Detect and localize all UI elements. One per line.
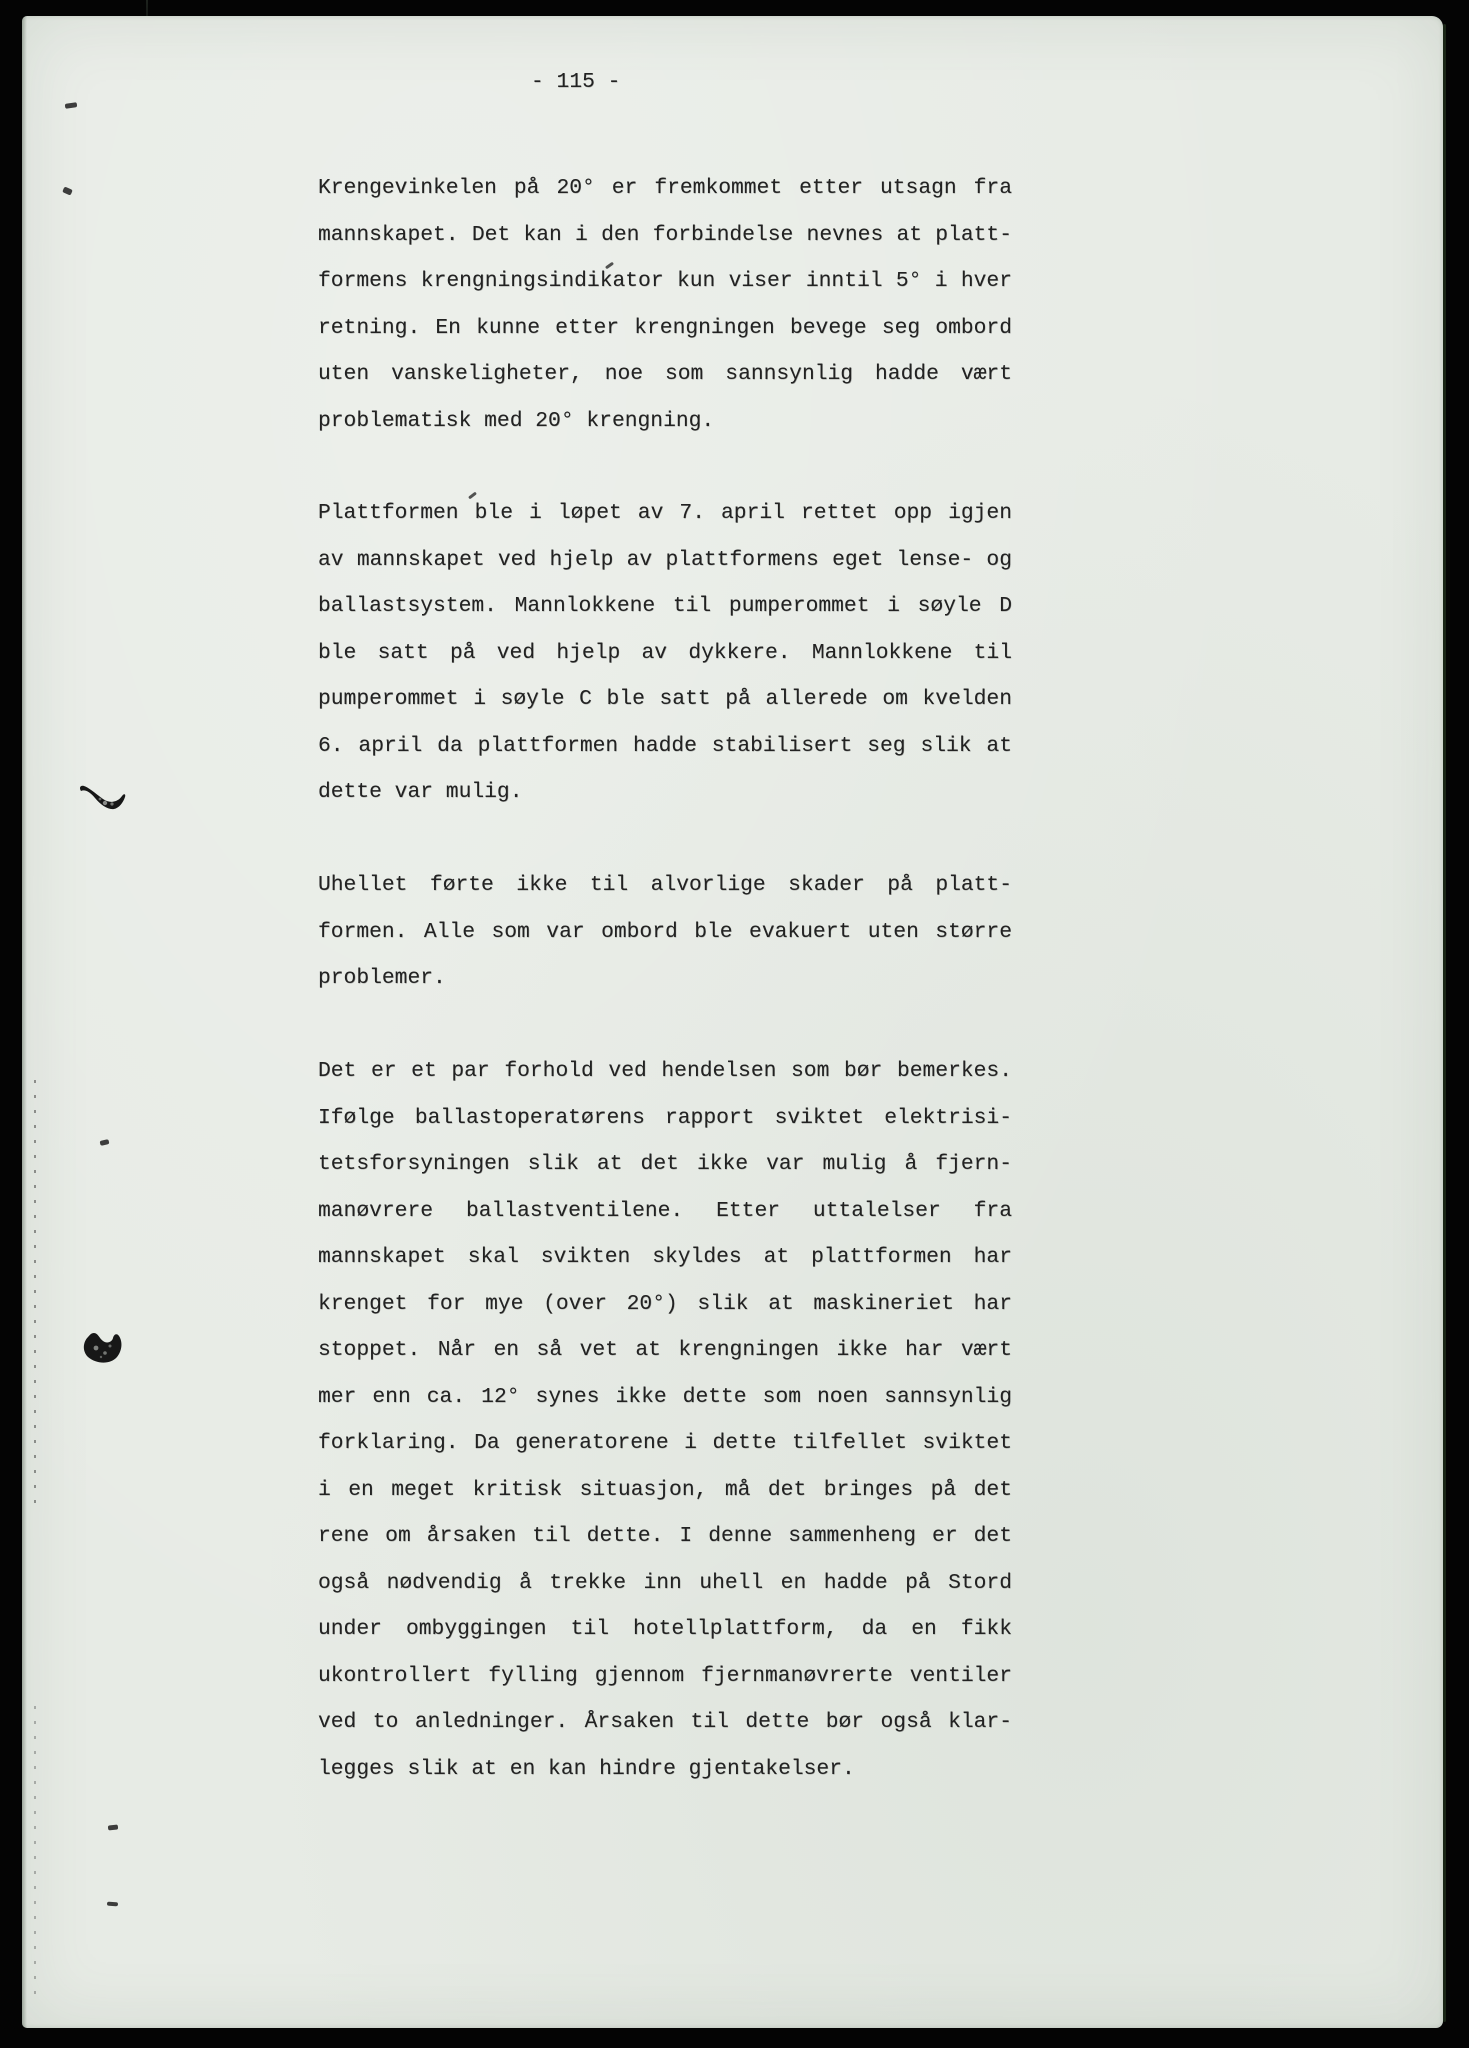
text-line: av mannskapet ved hjelp av plattformens eget lense- og [318,547,1012,572]
ink-smudge [78,773,128,819]
page-edge-dots [34,1080,36,1510]
text-line: ble satt på ved hjelp av dykkere. Mannlokkene til [318,640,1012,665]
page-number: - 115 - [531,70,621,94]
scan-speck [108,1824,118,1830]
text-line: problematisk med 20° krengning. [318,408,715,433]
text-line: 6. april da plattformen hadde stabilisert seg slik at [318,733,1012,758]
document-body [22,16,1443,2028]
text-line: Uhellet førte ikke til alvorlige skader på platt- [318,873,1012,897]
text-line: under ombyggingen til hotellplattform, da en fikk [318,1617,1012,1641]
text-line: formen. Alle som var ombord ble evakuert uten større [318,919,1012,944]
text-line: pumperommet i søyle C ble satt på allerede om kvelden [318,687,1012,711]
text-line: rene om årsaken til dette. I denne sammenheng er det [318,1524,1012,1548]
text-line: mannskapet. Det kan i den forbindelse nevnes at platt- [318,222,1012,247]
text-line: manøvrere ballastventilene. Etter uttalelser fra [318,1198,1012,1223]
text-line: også nødvendig å trekke inn uhell en hadde på Stord [318,1570,1012,1595]
text-line: tetsforsyningen slik at det ikke var mulig å fjern- [318,1152,1012,1176]
ink-smudge [79,1324,127,1366]
text-line: ballastsystem. Mannlokkene til pumperommet i søyle D [318,594,1012,618]
text-line: retning. En kunne etter krengningen bevege seg ombord [318,315,1012,340]
text-line: Krengevinkelen på 20° er fremkommet etter utsagn fra [318,176,1012,200]
page-edge-dots [34,1706,36,2006]
text-line: uten vanskeligheter, noe som sannsynlig hadde vært [318,362,1012,386]
text-line: mannskapet skal svikten skyldes at plattformen har [318,1245,1012,1269]
text-line: dette var mulig. [318,780,523,804]
paragraph [318,1048,1012,1792]
paragraph [318,490,1012,816]
text-line: i en meget kritisk situasjon, må det bringes på det [318,1477,1012,1502]
text-line: krenget for mye (over 20°) slik at maskineriet har [318,1291,1012,1316]
paragraph [318,165,1012,444]
text-line: ukontrollert fylling gjennom fjernmanøvrerte ventiler [318,1663,1012,1688]
text-line: Plattformen ble i løpet av 7. april rettet opp igjen [318,501,1012,525]
text-line: stoppet. Når en så vet at krengningen ikke har vært [318,1338,1012,1362]
document-page [22,16,1443,2028]
text-line: formens krengningsindikator kun viser inntil 5° i hver [318,269,1012,293]
paragraph [318,862,1012,1002]
text-line: Det er et par forhold ved hendelsen som bør bemerkes. [318,1059,1012,1083]
text-line: problemer. [318,966,446,990]
text-line: ved to anledninger. Årsaken til dette bør også klar- [318,1710,1012,1734]
text-line: mer enn ca. 12° synes ikke dette som noen sannsynlig [318,1384,1012,1409]
text-line: forklaring. Da generatorene i dette tilfellet sviktet [318,1431,1012,1455]
text-line: legges slik at en kan hindre gjentakelser. [318,1756,855,1781]
scan-speck [107,1902,118,1907]
text-line: Ifølge ballastoperatørens rapport sviktet elektrisi- [318,1105,1012,1130]
